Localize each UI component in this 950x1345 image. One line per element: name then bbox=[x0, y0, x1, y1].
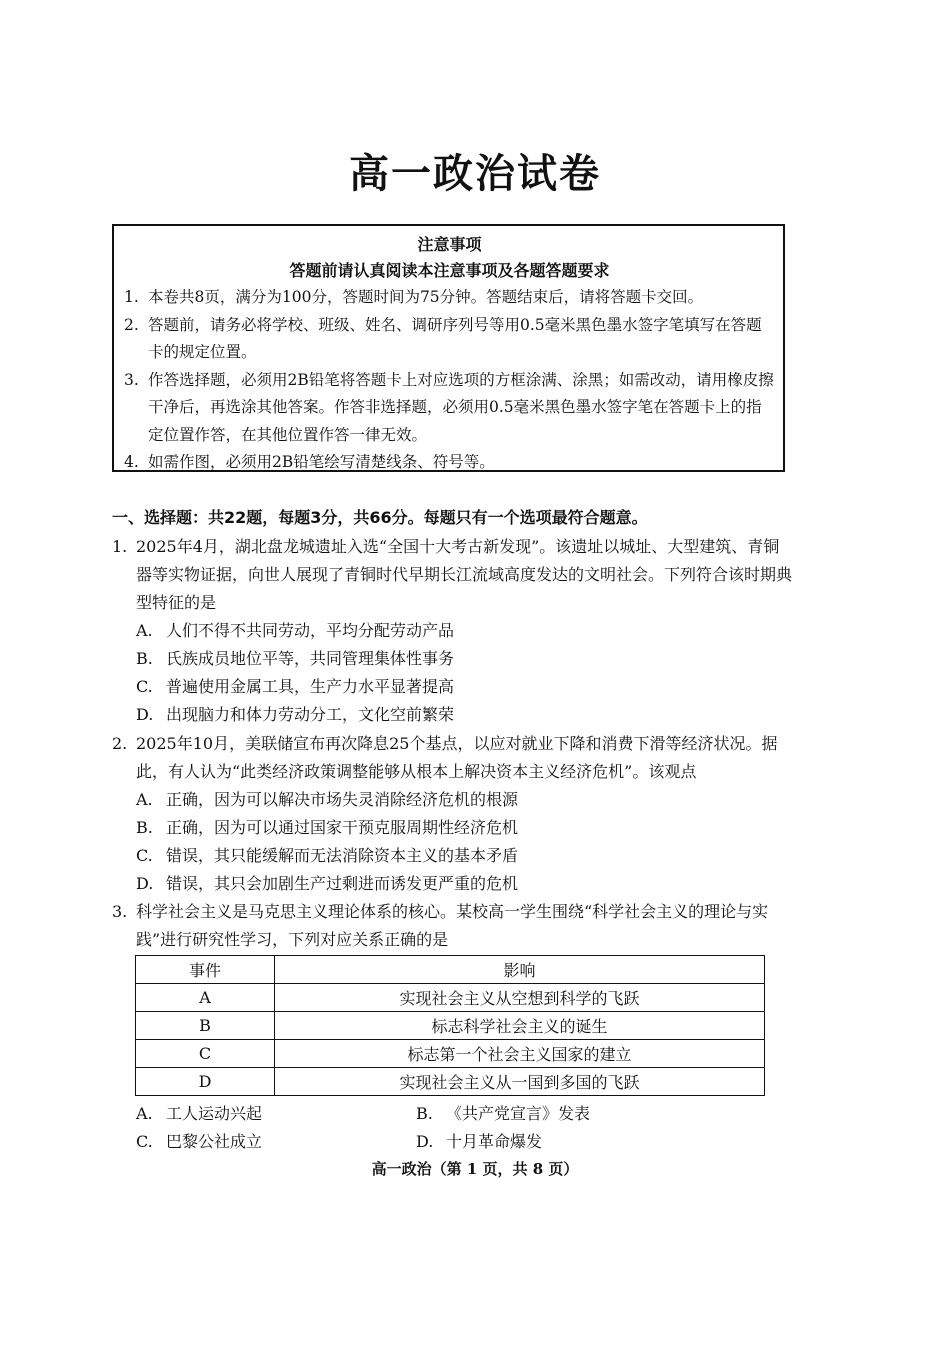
question-stem: 2025年10月，美联储宣布再次降息25个基点，以应对就业下降和消费下滑等经济状况。据此，有人认为“此类经济政策调整能够从根本上解决资本主义经济危机”。该观点 bbox=[136, 734, 778, 781]
option-c[interactable] bbox=[136, 1128, 416, 1156]
option-text: 人们不得不共同劳动，平均分配劳动产品 bbox=[166, 621, 455, 640]
question-number: 2. bbox=[112, 734, 128, 753]
option-text: 巴黎公社成立 bbox=[166, 1132, 263, 1151]
question-2 bbox=[112, 730, 792, 898]
option-text: 十月革命爆发 bbox=[446, 1132, 543, 1151]
notice-item-number: 1. bbox=[124, 288, 139, 306]
option-text: 普遍使用金属工具，生产力水平显著提高 bbox=[166, 677, 455, 696]
table-cell: A bbox=[136, 984, 275, 1012]
notice-heading: 注意事项 bbox=[417, 235, 482, 254]
notice-item-text: 本卷共8页，满分为100分，答题时间为75分钟。答题结束后，请将答题卡交回。 bbox=[148, 288, 704, 306]
notice-item-text: 答题前，请务必将学校、班级、姓名、调研序列号等用0.5毫米黑色墨水签字笔填写在答题卡的规定位置。 bbox=[148, 315, 762, 361]
option-a[interactable] bbox=[112, 617, 792, 645]
option-letter: A. bbox=[136, 790, 153, 809]
table-header-cell: 事件 bbox=[136, 956, 275, 984]
notice-box bbox=[112, 224, 785, 472]
option-text: 错误，其只会加剧生产过剩进而诱发更严重的危机 bbox=[166, 874, 519, 893]
option-letter: B. bbox=[136, 649, 153, 668]
notice-item bbox=[124, 284, 775, 312]
event-impact-table bbox=[135, 955, 765, 1096]
question-1 bbox=[112, 533, 792, 729]
table-cell: 标志第一个社会主义国家的建立 bbox=[275, 1040, 765, 1068]
option-a[interactable] bbox=[112, 786, 792, 814]
table-row bbox=[136, 1068, 765, 1096]
option-b[interactable] bbox=[112, 645, 792, 673]
option-letter: D. bbox=[416, 1132, 434, 1151]
table-cell: C bbox=[136, 1040, 275, 1068]
option-letter: B. bbox=[136, 818, 153, 837]
option-d[interactable] bbox=[112, 701, 792, 729]
option-letter: A. bbox=[136, 1104, 153, 1123]
table-cell: 实现社会主义从空想到科学的飞跃 bbox=[275, 984, 765, 1012]
page-title: 高一政治试卷 bbox=[349, 151, 601, 197]
option-b[interactable] bbox=[112, 814, 792, 842]
table-header-row bbox=[136, 956, 765, 984]
section-title: 一、选择题：共22题，每题3分，共66分。每题只有一个选项最符合题意。 bbox=[112, 508, 648, 527]
option-c[interactable] bbox=[112, 842, 792, 870]
option-letter: C. bbox=[136, 846, 153, 865]
table-cell: 标志科学社会主义的诞生 bbox=[275, 1012, 765, 1040]
question-number: 3. bbox=[112, 902, 128, 921]
notice-item bbox=[124, 367, 775, 450]
question-number: 1. bbox=[112, 537, 128, 556]
option-text: 正确，因为可以解决市场失灵消除经济危机的根源 bbox=[166, 790, 519, 809]
option-letter: D. bbox=[136, 705, 154, 724]
table-row bbox=[136, 984, 765, 1012]
notice-item-number: 2. bbox=[124, 315, 139, 334]
notice-item-text: 作答选择题，必须用2B铅笔将答题卡上对应选项的方框涂满、涂黑；如需改动，请用橡皮擦干净后，再选涂其他答案。作答非选择题，必须用0.5毫米黑色墨水签字笔在答题卡上的指定位置作答，在其他位置作答一律无效。 bbox=[148, 370, 774, 444]
option-letter: D. bbox=[136, 874, 154, 893]
option-text: 正确，因为可以通过国家干预克服周期性经济危机 bbox=[166, 818, 519, 837]
question-3-options bbox=[136, 1100, 756, 1156]
option-text: 工人运动兴起 bbox=[166, 1104, 263, 1123]
option-text: 出现脑力和体力劳动分工，文化空前繁荣 bbox=[166, 705, 455, 724]
option-letter: C. bbox=[136, 1132, 153, 1151]
notice-item-number: 3. bbox=[124, 370, 139, 389]
option-c[interactable] bbox=[112, 673, 792, 701]
page-footer: 高一政治（第 1 页，共 8 页） bbox=[371, 1160, 579, 1178]
option-text: 《共产党宣言》发表 bbox=[446, 1104, 591, 1123]
option-letter: C. bbox=[136, 677, 153, 696]
option-b[interactable] bbox=[416, 1100, 696, 1128]
table-header-cell: 影响 bbox=[275, 956, 765, 984]
notice-item bbox=[124, 449, 775, 477]
option-d[interactable] bbox=[112, 870, 792, 898]
notice-item-number: 4. bbox=[124, 453, 139, 471]
notice-subheading: 答题前请认真阅读本注意事项及各题答题要求 bbox=[289, 261, 610, 280]
question-3 bbox=[112, 898, 792, 954]
notice-item-text: 如需作图，必须用2B铅笔绘写清楚线条、符号等。 bbox=[148, 453, 495, 471]
question-stem: 2025年4月，湖北盘龙城遗址入选“全国十大考古新发现”。该遗址以城址、大型建筑、青铜器等实物证据，向世人展现了青铜时代早期长江流域高度发达的文明社会。下列符合该时期典型特征的是 bbox=[136, 537, 793, 612]
option-a[interactable] bbox=[136, 1100, 416, 1128]
question-stem: 科学社会主义是马克思主义理论体系的核心。某校高一学生围绕“科学社会主义的理论与实践”进行研究性学习，下列对应关系正确的是 bbox=[136, 902, 769, 949]
notice-item bbox=[124, 312, 775, 367]
table-cell: B bbox=[136, 1012, 275, 1040]
option-letter: B. bbox=[416, 1104, 433, 1123]
option-letter: A. bbox=[136, 621, 153, 640]
table-cell: D bbox=[136, 1068, 275, 1096]
option-text: 氏族成员地位平等，共同管理集体性事务 bbox=[166, 649, 455, 668]
option-text: 错误，其只能缓解而无法消除资本主义的基本矛盾 bbox=[166, 846, 519, 865]
table-cell: 实现社会主义从一国到多国的飞跃 bbox=[275, 1068, 765, 1096]
table-row bbox=[136, 1012, 765, 1040]
table-row bbox=[136, 1040, 765, 1068]
option-d[interactable] bbox=[416, 1128, 696, 1156]
